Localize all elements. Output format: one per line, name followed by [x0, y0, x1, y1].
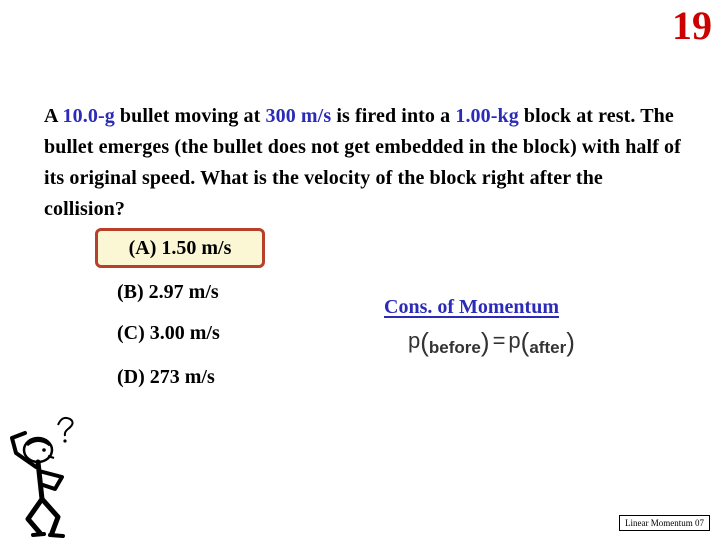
- choice-a-label: (A) 1.50 m/s: [128, 236, 232, 259]
- formula-sub-after: after: [529, 338, 567, 357]
- formula-p-before: p: [408, 328, 421, 353]
- choice-b[interactable]: (B) 2.97 m/s: [117, 281, 219, 303]
- block-mass: 1.00-kg: [455, 105, 519, 127]
- hint-title: Cons. of Momentum: [384, 296, 559, 318]
- question-part-2: bullet moving at: [114, 105, 266, 127]
- formula-equals: =: [492, 328, 506, 353]
- bullet-mass: 10.0-g: [62, 105, 115, 127]
- choice-c[interactable]: (C) 3.00 m/s: [117, 322, 220, 344]
- question-part-4: block at rest. The bullet emerges (the bullet does not get embedded in the block) with half of its original speed. What is the velocity of the block right after the collision?: [44, 105, 681, 220]
- formula-sub-before: before: [428, 338, 481, 357]
- momentum-formula: p(before) = p(after): [408, 327, 575, 357]
- choice-d[interactable]: (D) 273 m/s: [117, 366, 215, 388]
- formula-p-after: p: [508, 328, 521, 353]
- thinking-stick-figure-icon: [0, 405, 120, 540]
- question-text: [44, 101, 684, 225]
- choice-a-selected[interactable]: [95, 228, 265, 268]
- question-part-3: is fired into a: [331, 105, 456, 127]
- bullet-speed: 300 m/s: [265, 105, 332, 127]
- slide-number: 19: [672, 3, 712, 48]
- question-part-1: A: [44, 105, 63, 127]
- footer-label: Linear Momentum 07: [619, 515, 710, 531]
